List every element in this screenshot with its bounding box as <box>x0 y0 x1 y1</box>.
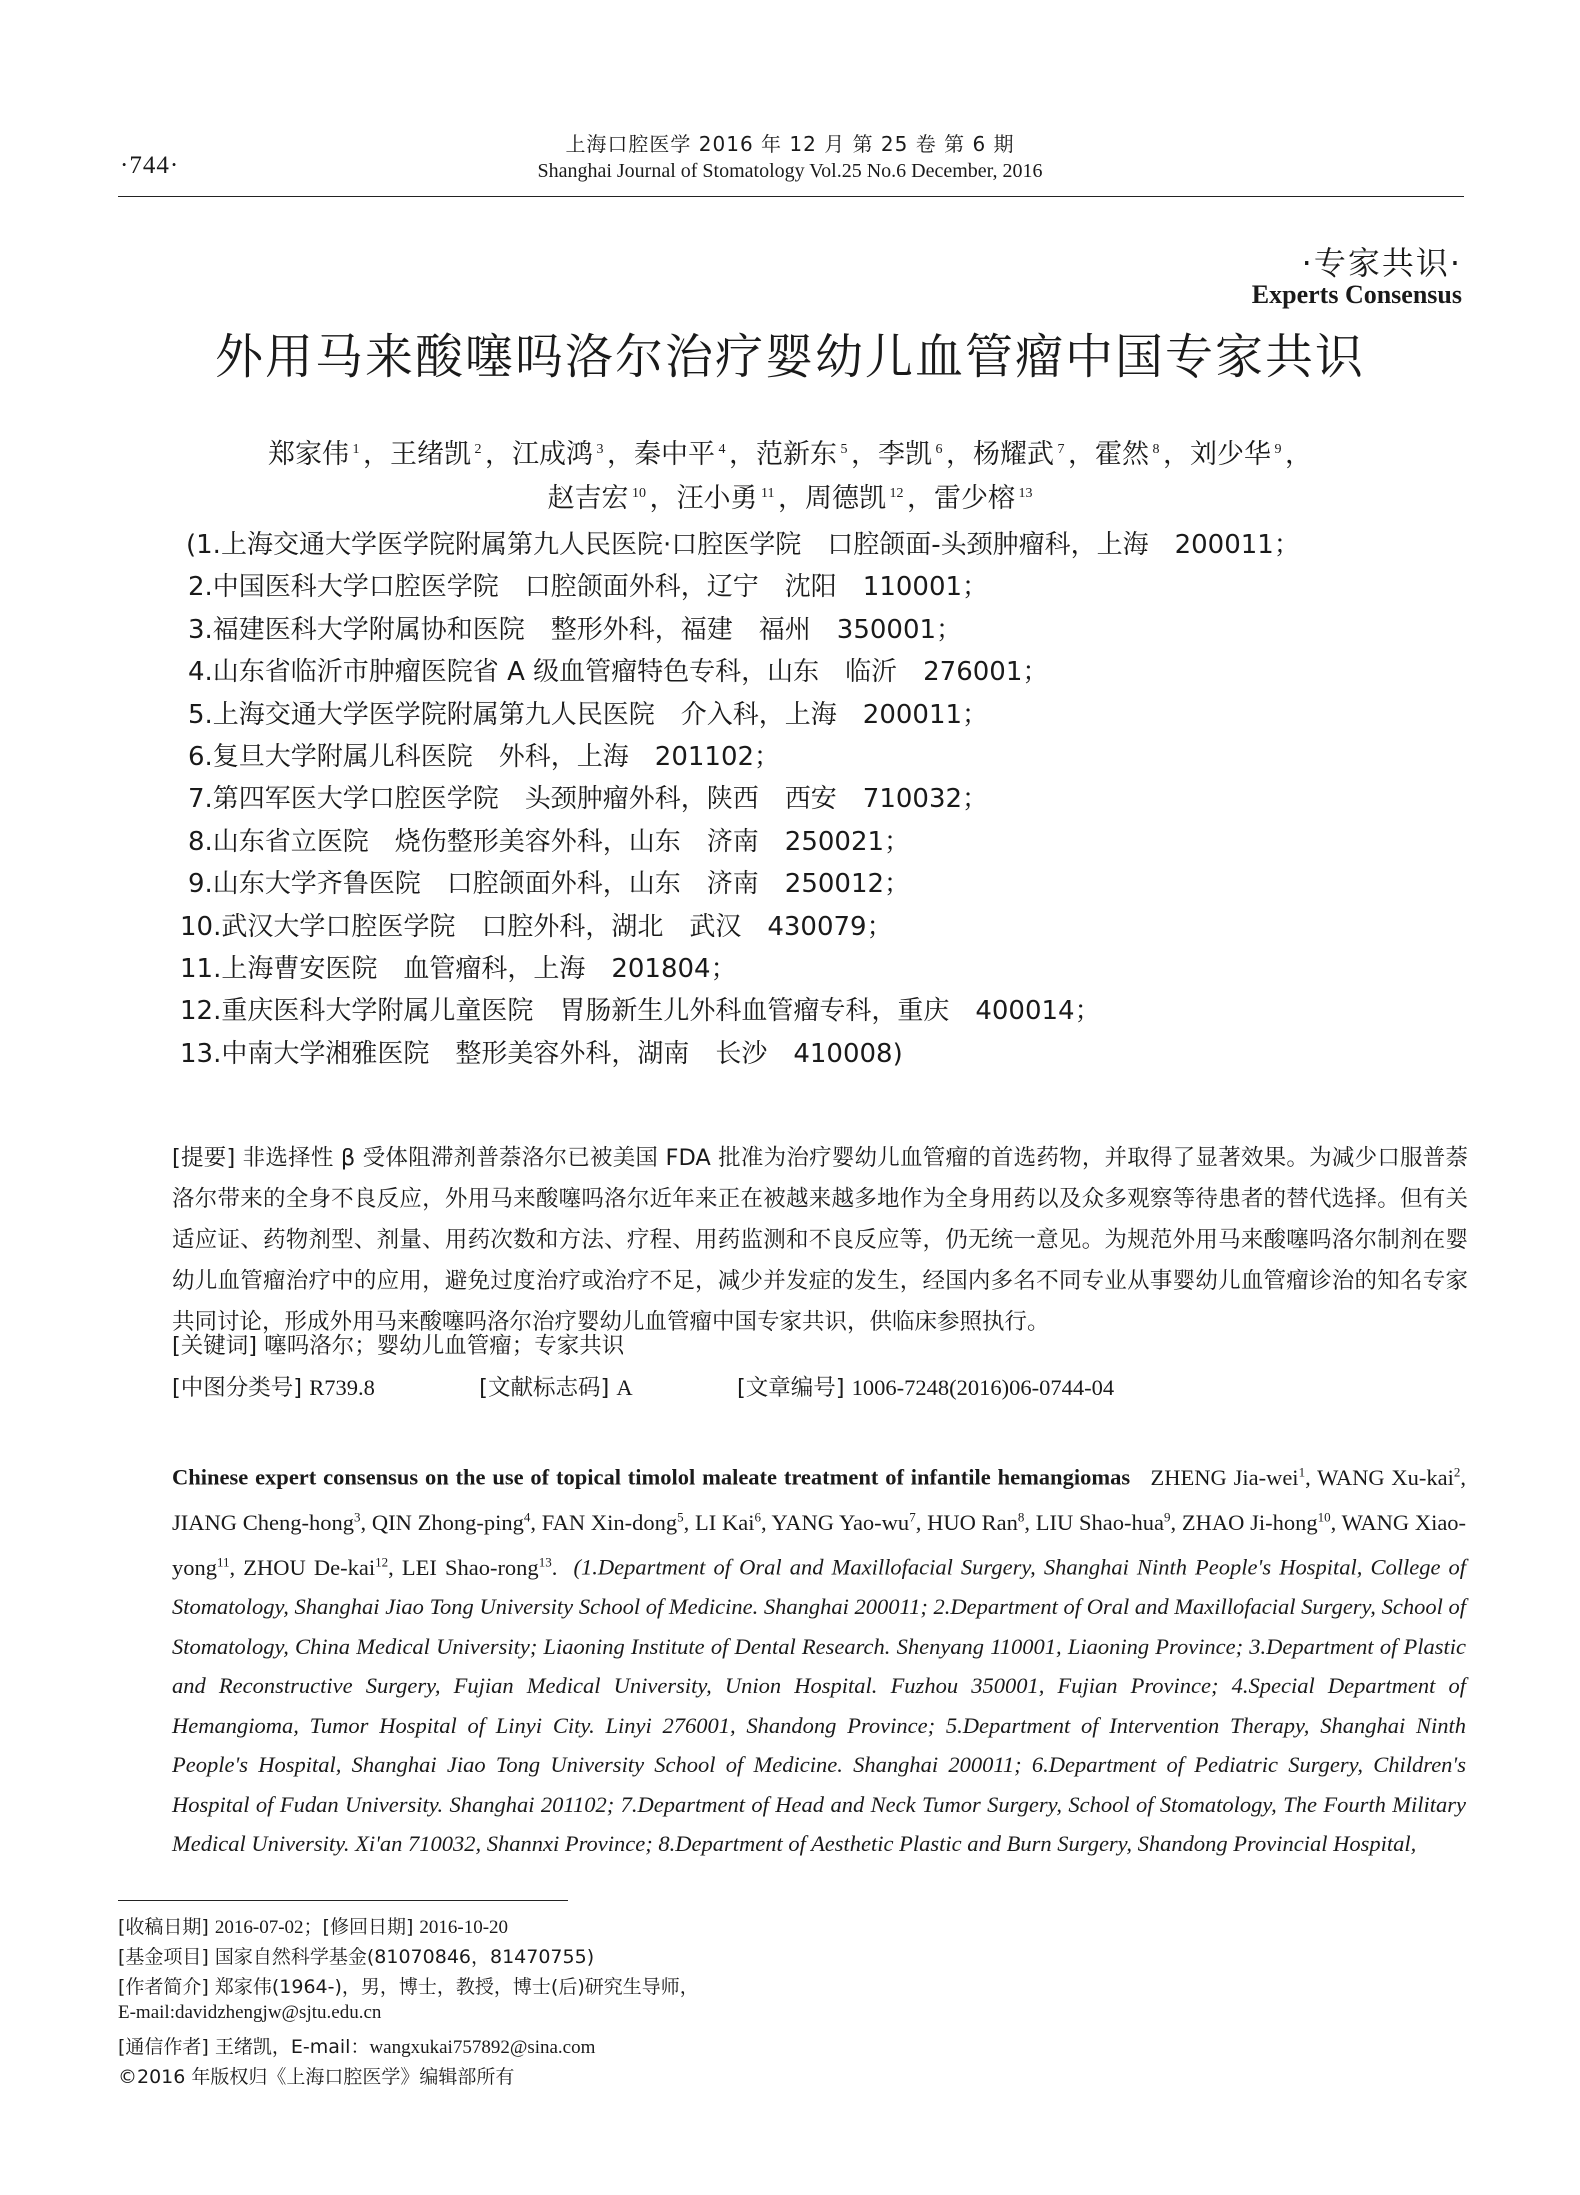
abstract-cn-text: 非选择性 β 受体阻滞剂普萘洛尔已被美国 FDA 批准为治疗婴幼儿血管瘤的首选药物，并取得了显著效果。为减少口服普萘洛尔带来的全身不良反应，外用马来酸噻吗洛尔近年来正在被越来越多地作为全身用药以及众多观察等待患者的替代选择。但有关适应证、药物剂型、剂量、用药次数和方法、疗程、用药监测和不良反应等，仍无统一意见。为规范外用马来酸噻吗洛尔制剂在婴幼儿血管瘤治疗中的应用，避免过度治疗或治疗不足，减少并发症的发生，经国内多名不同专业从事婴幼儿血管瘤诊治的知名专家共同讨论，形成外用马来酸噻吗洛尔治疗婴幼儿血管瘤中国专家共识，供临床参照执行。 <box>172 1145 1469 1335</box>
affiliation-item: 2.中国医科大学口腔医学院 口腔颌面外科，辽宁 沈阳 110001； <box>188 572 989 603</box>
author-name-en: LI Kai <box>695 1509 755 1535</box>
affiliation-item: 11.上海曹安医院 血管瘤科，上海 201804； <box>180 954 737 984</box>
affiliation-item: 9.山东大学齐鲁医院 口腔颌面外科，山东 济南 250012； <box>188 869 911 900</box>
footnote-author-bio <box>118 1972 1318 1999</box>
author-affiliation-mark: 4 <box>715 442 729 457</box>
footnote-email: E-mail:davidzhengjw@sjtu.edu.cn <box>118 2002 382 2023</box>
author-affiliation-mark: 2 <box>471 442 485 457</box>
author-affiliation-mark: 3 <box>593 442 607 457</box>
section-label-cn: ·专家共识· <box>1301 244 1462 282</box>
author-name-en: QIN Zhong-ping <box>371 1509 524 1535</box>
footnote-fund <box>118 1942 1318 1969</box>
author-affiliation-mark: 6 <box>932 442 946 457</box>
author-affiliation-mark-en: 3 <box>354 1509 361 1524</box>
affiliation-item: 5.上海交通大学医学院附属第九人民医院 介入科，上海 200011； <box>188 699 989 730</box>
author-affiliation-mark: 10 <box>628 486 650 501</box>
author-affiliation-mark: 7 <box>1054 442 1068 457</box>
author-name: 周德凯 <box>804 483 886 514</box>
abstract-en-title: Chinese expert consensus on the use of topical timolol maleate treatment of infantile hemangiomas <box>172 1464 1131 1490</box>
corresponding-label: [通信作者] <box>118 2036 209 2058</box>
clc-label: [中图分类号] <box>172 1375 303 1401</box>
fund-label: [基金项目] <box>118 1946 209 1968</box>
doc-code-value: A <box>616 1375 633 1400</box>
affiliation-item: 8.山东省立医院 烧伤整形美容外科，山东 济南 250021； <box>188 826 911 857</box>
affiliation-item: 7.第四军医大学口腔医学院 头颈肿瘤外科，陕西 西安 710032； <box>188 784 989 815</box>
author-name-en: ZHAO Ji-hong <box>1181 1509 1318 1535</box>
author-affiliation-mark: 13 <box>1014 486 1033 501</box>
author-affiliation-mark: 8 <box>1149 442 1163 457</box>
author-name: 雷少榕 <box>933 483 1015 514</box>
author-name-en: LEI Shao-rong <box>401 1554 539 1580</box>
author-affiliation-mark-en: 10 <box>1317 1509 1331 1524</box>
author-affiliation-mark-en: 2 <box>1453 1464 1461 1479</box>
author-bio-label: [作者简介] <box>118 1976 209 1998</box>
affiliation-item: (1.上海交通大学医学院附属第九人民医院·口腔医学院 口腔颌面-头颈肿瘤科，上海 200011； <box>186 530 1300 560</box>
corresponding-name: 王绪凯，E-mail： <box>214 2036 370 2058</box>
fund-text: 国家自然科学基金(81070846，81470755) <box>214 1946 595 1968</box>
keywords-label: [关键词] <box>172 1333 258 1359</box>
author-name: 范新东 <box>756 439 837 470</box>
author-affiliation-mark-en: 6 <box>754 1509 761 1524</box>
author-affiliation-mark-en: 5 <box>677 1509 684 1524</box>
author-name: 郑家伟 <box>268 439 349 470</box>
author-name: 汪小勇 <box>676 483 758 514</box>
affiliation-item: 13.中南大学湘雅医院 整形美容外科，湖南 长沙 410008) <box>180 1038 903 1069</box>
keywords-text: 噻吗洛尔；婴幼儿血管瘤；专家共识 <box>264 1333 625 1359</box>
author-name-en: FAN Xin-dong <box>541 1509 678 1535</box>
author-list-line-2: 赵吉宏 $^{10}$ ，汪小勇 $^{11}$ ，周德凯 $^{12}$ ，雷少榕 $^{13}$ <box>547 483 1033 514</box>
author-affiliation-mark-en: 4 <box>523 1509 531 1524</box>
doc-code-label: [文献标志码] <box>479 1375 610 1401</box>
affiliation-item: 12.重庆医科大学附属儿童医院 胃肠新生儿外科血管瘤专科，重庆 400014； <box>180 996 1101 1027</box>
affiliation-item: 4.山东省临沂市肿瘤医院省 A 级血管瘤特色专科，山东 临沂 276001； <box>188 657 1049 688</box>
article-number-value: 1006-7248(2016)06-0744-04 <box>851 1375 1115 1400</box>
author-name-en: WANG Xiao-yong <box>172 1509 1467 1580</box>
author-name-en: LIU Shao-hua <box>1035 1509 1164 1535</box>
affiliation-item: 3.福建医科大学附属协和医院 整形外科，福建 福州 350001； <box>188 614 963 645</box>
author-affiliation-mark-en: 12 <box>375 1554 389 1569</box>
author-name: 霍然 <box>1095 439 1149 470</box>
author-name-en: WANG Xu-kai <box>1317 1464 1454 1490</box>
author-affiliation-mark-en: 11 <box>217 1554 230 1569</box>
author-name-en: ZHENG Jia-wei <box>1150 1464 1299 1490</box>
author-list-line-1: 郑家伟 $^1$ ，王绪凯 $^2$ ，江成鸿 $^3$ ，秦中平 $^4$ ，范新东 $^5$ ，李凯 $^6$ ，杨耀武 $^7$ ，霍然 $^8$ ，刘少华 $^9$ ， <box>268 439 1312 470</box>
author-name: 赵吉宏 <box>547 483 629 514</box>
footnote-dates <box>118 1912 1318 1939</box>
author-affiliation-mark-en: 7 <box>909 1509 916 1524</box>
author-affiliation-mark: 11 <box>757 486 778 501</box>
author-affiliation-mark: 1 <box>349 442 363 457</box>
received-date: 2016-07-02； <box>214 1917 323 1938</box>
abstract-cn <box>172 1138 1468 1343</box>
author-affiliation-mark: 12 <box>885 486 907 501</box>
page-number: ·744· <box>120 152 180 179</box>
clc-value: R739.8 <box>309 1375 375 1400</box>
author-affiliation-mark: 9 <box>1271 442 1285 457</box>
abstract-cn-label: [提要] <box>172 1145 236 1171</box>
revised-date: 2016-10-20 <box>419 1917 509 1938</box>
author-affiliation-mark-en: 1 <box>1298 1464 1306 1479</box>
footnote-rule <box>118 1900 568 1901</box>
author-name-en: ZHOU De-kai <box>243 1554 376 1580</box>
author-name: 杨耀武 <box>973 439 1054 470</box>
author-affiliation-mark-en: 8 <box>1017 1509 1025 1524</box>
received-label: [收稿日期] <box>118 1916 209 1938</box>
footnote-corresponding <box>118 2032 1318 2059</box>
footnote-copyright: ©2016 年版权归《上海口腔医学》编辑部所有 <box>118 2066 515 2088</box>
author-name: 秦中平 <box>634 439 715 470</box>
article-title: 外用马来酸噻吗洛尔治疗婴幼儿血管瘤中国专家共识 <box>214 329 1365 385</box>
header-rule <box>118 196 1464 197</box>
abstract-en <box>172 1452 1466 1864</box>
author-bio-text: 郑家伟(1964-)，男，博士，教授，博士(后)研究生导师， <box>214 1976 699 1998</box>
abstract-en-authors: ZHENG Jia-wei$^1$, WANG Xu-kai$^2$, JIANG Cheng-hong$^3$, QIN Zhong-ping$^4$, FAN Xin-dong$^5$, LI Kai$^6$, YANG Yao-$wu^7$, HUO Ran$^8$, LIU Shao-hua$^9$, ZHAO Ji-hong$^{10}$, WANG Xiao-yong$^{11}$, ZHOU De-kai$^{12}$, LEI Shao-rong$^{13}$. <box>172 1464 1467 1580</box>
author-name: 刘少华 <box>1190 439 1271 470</box>
author-name: 王绪凯 <box>390 439 471 470</box>
article-number-label: [文章编号] <box>736 1375 845 1401</box>
affiliation-item: 6.复旦大学附属儿科医院 外科，上海 201102； <box>188 742 781 772</box>
corresponding-email: wangxukai757892@sina.com <box>369 2037 596 2058</box>
author-name: 江成鸿 <box>512 439 593 470</box>
revised-label: [修回日期] <box>322 1916 414 1938</box>
affiliation-item: 10.武汉大学口腔医学院 口腔外科，湖北 武汉 430079； <box>180 911 893 942</box>
keywords-line <box>172 1328 1468 1360</box>
author-name: 李凯 <box>878 439 932 470</box>
author-name-en: HUO Ran <box>927 1509 1018 1535</box>
classification-line <box>172 1370 1468 1402</box>
author-affiliation-mark-en: 9 <box>1163 1509 1171 1524</box>
author-name-en: JIANG Cheng-hong <box>172 1509 354 1535</box>
abstract-en-affiliations: (1.Department of Oral and Maxillofacial Surgery, Shanghai Ninth People's Hospital, College of Stomatology, Shanghai Jiao Tong University School of Medicine. Shanghai 200011; 2.Department of Oral and Maxillofacial Surgery, School of Stomatology, China Medical University; Liaoning Institute of Dental Research. Shenyang 110001, Liaoning Province; 3.Department of Plastic and Reconstructive Surgery, Fujian Medical University, Union Hospital. Fuzhou 350001, Fujian Province; 4.Special Department of Hemangioma, Tumor Hospital of Linyi City. Linyi 276001, Shandong Province; 5.Department of Intervention Therapy, Shanghai Ninth People's Hospital, Shanghai Jiao Tong University School of Medicine. Shanghai 200011; 6.Department of Pediatric Surgery, Children's Hospital of Fudan University. Shanghai 201102; 7.Department of Head and Neck Tumor Surgery, School of Stomatology, The Fourth Military Medical University. Xi'an 710032, Shannxi Province; 8.Department of Aesthetic Plastic and Burn Surgery, Shandong Provincial Hospital, <box>172 1554 1467 1856</box>
author-name-en: YANG Yao-wu <box>771 1509 910 1535</box>
section-label-en: Experts Consensus <box>1251 280 1462 309</box>
journal-title-cn: 上海口腔医学 2016 年 12 月 第 25 卷 第 6 期 <box>565 132 1015 156</box>
author-affiliation-mark-en: 13 <box>538 1554 552 1569</box>
journal-title-en: Shanghai Journal of Stomatology Vol.25 No.6 December, 2016 <box>537 160 1043 182</box>
author-affiliation-mark: 5 <box>837 442 851 457</box>
